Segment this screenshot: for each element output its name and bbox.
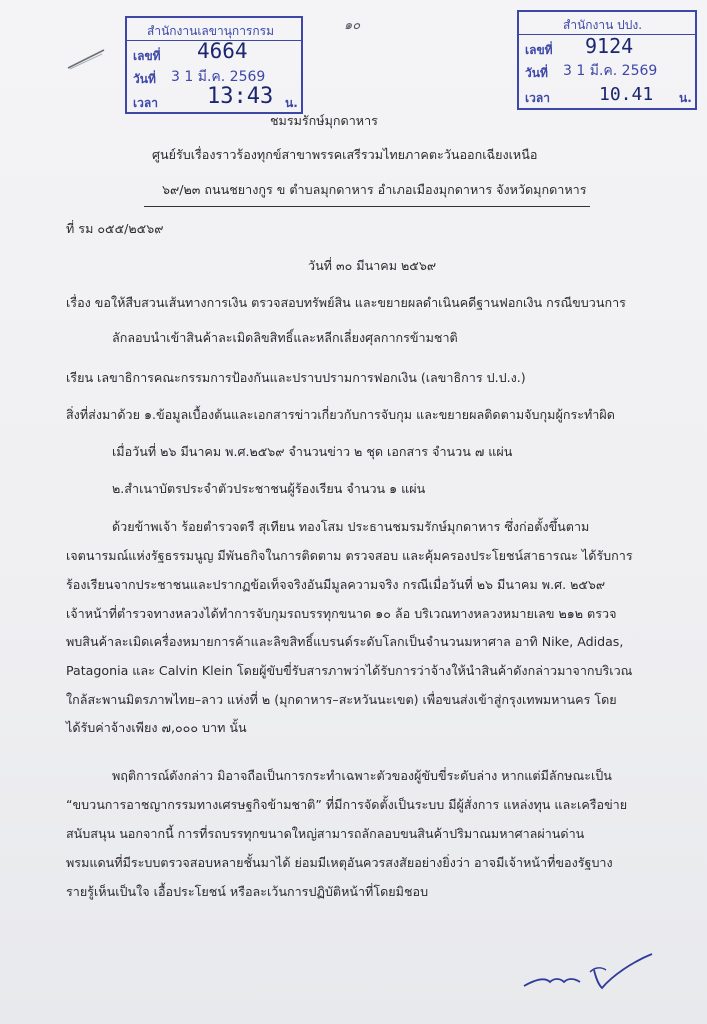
stamp-time-value: 13:43 (207, 84, 274, 109)
receipt-stamp-right (517, 10, 697, 110)
handwritten-signature (520, 948, 660, 994)
body-paragraph-1-line: เจ้าหน้าที่ตำรวจทางหลวงได้ทำการจับกุมรถบรรทุกขนาด ๑๐ ล้อ บริเวณทางหลวงหมายเลข ๒๑๒ ตรวจ (66, 606, 617, 621)
stamp-time-value: 10.41 (599, 84, 654, 105)
stamp-time-unit: น. (679, 91, 692, 105)
handwritten-mark: ๑๐ (344, 18, 361, 33)
subject-line-1: เรื่อง ขอให้สืบสวนเส้นทางการเงิน ตรวจสอบทรัพย์สิน และขยายผลดำเนินคดีฐานฟอกเงิน กรณีขบวนการ (66, 295, 626, 310)
body-paragraph-1-line: พบสินค้าละเมิดเครื่องหมายการค้าและลิขสิทธิ์แบรนด์ระดับโลกเป็นจำนวนมหาศาล อาทิ Nike, Adidas, (66, 634, 624, 649)
body-paragraph-1-line: ได้รับค่าจ้างเพียง ๗,๐๐๐ บาท นั้น (66, 720, 247, 735)
body-paragraph-1-line: Patagonia และ Calvin Klein โดยผู้ขับขี่รับสารภาพว่าได้รับการว่าจ้างให้นำสินค้าดังกล่าวมาจากบริเวณ (66, 663, 633, 678)
body-paragraph-1-line: เจตนารมณ์แห่งรัฐธรรมนูญ มีพันธกิจในการติดตาม ตรวจสอบ และคุ้มครองประโยชน์สาธารณะ ได้รับการ (66, 548, 633, 563)
letterhead-center: ศูนย์รับเรื่องราวร้องทุกข์สาขาพรรคเสรีรวมไทยภาคตะวันออกเฉียงเหนือ (152, 147, 538, 162)
letterhead-divider (144, 206, 590, 207)
stamp-header: สำนักงาน ปปง. (563, 18, 643, 32)
stamp-time-label: เวลา (525, 91, 550, 105)
body-paragraph-2-line: พรมแดนที่มีระบบตรวจสอบหลายชั้นมาได้ ย่อมมีเหตุอันควรสงสัยอย่างยิ่งว่า อาจมีเจ้าหน้าที่ของรัฐบาง (66, 855, 613, 870)
enclosure-line-3: ๒.สำเนาบัตรประจำตัวประชาชนผู้ร้องเรียน จำนวน ๑ แผ่น (112, 481, 426, 496)
body-paragraph-2-line: สนับสนุน นอกจากนี้ การที่รถบรรทุกขนาดใหญ่สามารถลักลอบขนสินค้าปริมาณมหาศาลผ่านด่าน (66, 826, 585, 841)
stamp-number-value: 4664 (197, 39, 248, 63)
subject-line-2: ลักลอบนำเข้าสินค้าละเมิดลิขสิทธิ์และหลีกเลี่ยงศุลกากรข้ามชาติ (112, 330, 458, 345)
body-paragraph-2-line: รายรู้เห็นเป็นใจ เอื้อประโยชน์ หรือละเว้นการปฏิบัติหน้าที่โดยมิชอบ (66, 884, 429, 899)
body-paragraph-2-line: “ขบวนการอาชญากรรมทางเศรษฐกิจข้ามชาติ” ที่มีการจัดตั้งเป็นระบบ มีผู้สั่งการ แหล่งทุน และเครือข่าย (66, 797, 628, 812)
stamp-date-label: วันที่ (133, 72, 156, 86)
letterhead-address: ๖๙/๒๓ ถนนชยางกูร ข ตำบลมุกดาหาร อำเภอเมืองมุกดาหาร จังหวัดมุกดาหาร (162, 182, 587, 197)
addressee: เรียน เลขาธิการคณะกรรมการป้องกันและปราบปรามการฟอกเงิน (เลขาธิการ ป.ป.ง.) (66, 370, 526, 385)
stamp-number-label: เลขที่ (525, 43, 553, 57)
stamp-date-value: 3 1 มี.ค. 2569 (171, 69, 266, 85)
stamp-time-label: เวลา (133, 96, 158, 110)
stamp-number-label: เลขที่ (133, 49, 161, 63)
body-paragraph-1-line: ร้องเรียนจากประชาชนและปรากฏข้อเท็จจริงอันมีมูลความจริง กรณีเมื่อวันที่ ๒๖ มีนาคม พ.ศ. ๒๕๖๙ (66, 577, 606, 592)
letter-date: วันที่ ๓๐ มีนาคม ๒๕๖๙ (308, 258, 437, 273)
stamp-date-value: 3 1 มี.ค. 2569 (563, 63, 658, 79)
stamp-date-label: วันที่ (525, 66, 548, 80)
enclosure-line-2: เมื่อวันที่ ๒๖ มีนาคม พ.ศ.๒๕๖๙ จำนวนข่าว ๒ ชุด เอกสาร จำนวน ๗ แผ่น (112, 444, 513, 459)
enclosure-line-1: สิ่งที่ส่งมาด้วย ๑.ข้อมูลเบื้องต้นและเอกสารข่าวเกี่ยวกับการจับกุม และขยายผลติดตามจับกุมผู้กระทำผิด (66, 407, 615, 422)
receipt-stamp-left (125, 16, 303, 114)
letterhead-org: ชมรมรักษ์มุกดาหาร (270, 113, 378, 128)
stamp-number-value: 9124 (585, 34, 634, 58)
body-paragraph-1-line: ใกล้สะพานมิตรภาพไทย–ลาว แห่งที่ ๒ (มุกดาหาร–สะหวันนะเขต) เพื่อขนส่งเข้าสู่กรุงเทพมหานคร โดย (66, 692, 617, 707)
reference-number: ที่ รม ๐๕๕/๒๕๖๙ (66, 221, 164, 236)
stamp-time-unit: น. (285, 96, 298, 110)
body-paragraph-2-line: พฤติการณ์ดังกล่าว มิอาจถือเป็นการกระทำเฉพาะตัวของผู้ขับขี่ระดับล่าง หากแต่มีลักษณะเป็น (112, 768, 612, 783)
stamp-header: สำนักงานเลขานุการกรม (147, 24, 275, 38)
pen-mark (64, 44, 110, 74)
body-paragraph-1-line: ด้วยข้าพเจ้า ร้อยตำรวจตรี สุเทียน ทองโสม ประธานชมรมรักษ์มุกดาหาร ซึ่งก่อตั้งขึ้นตาม (112, 519, 590, 534)
